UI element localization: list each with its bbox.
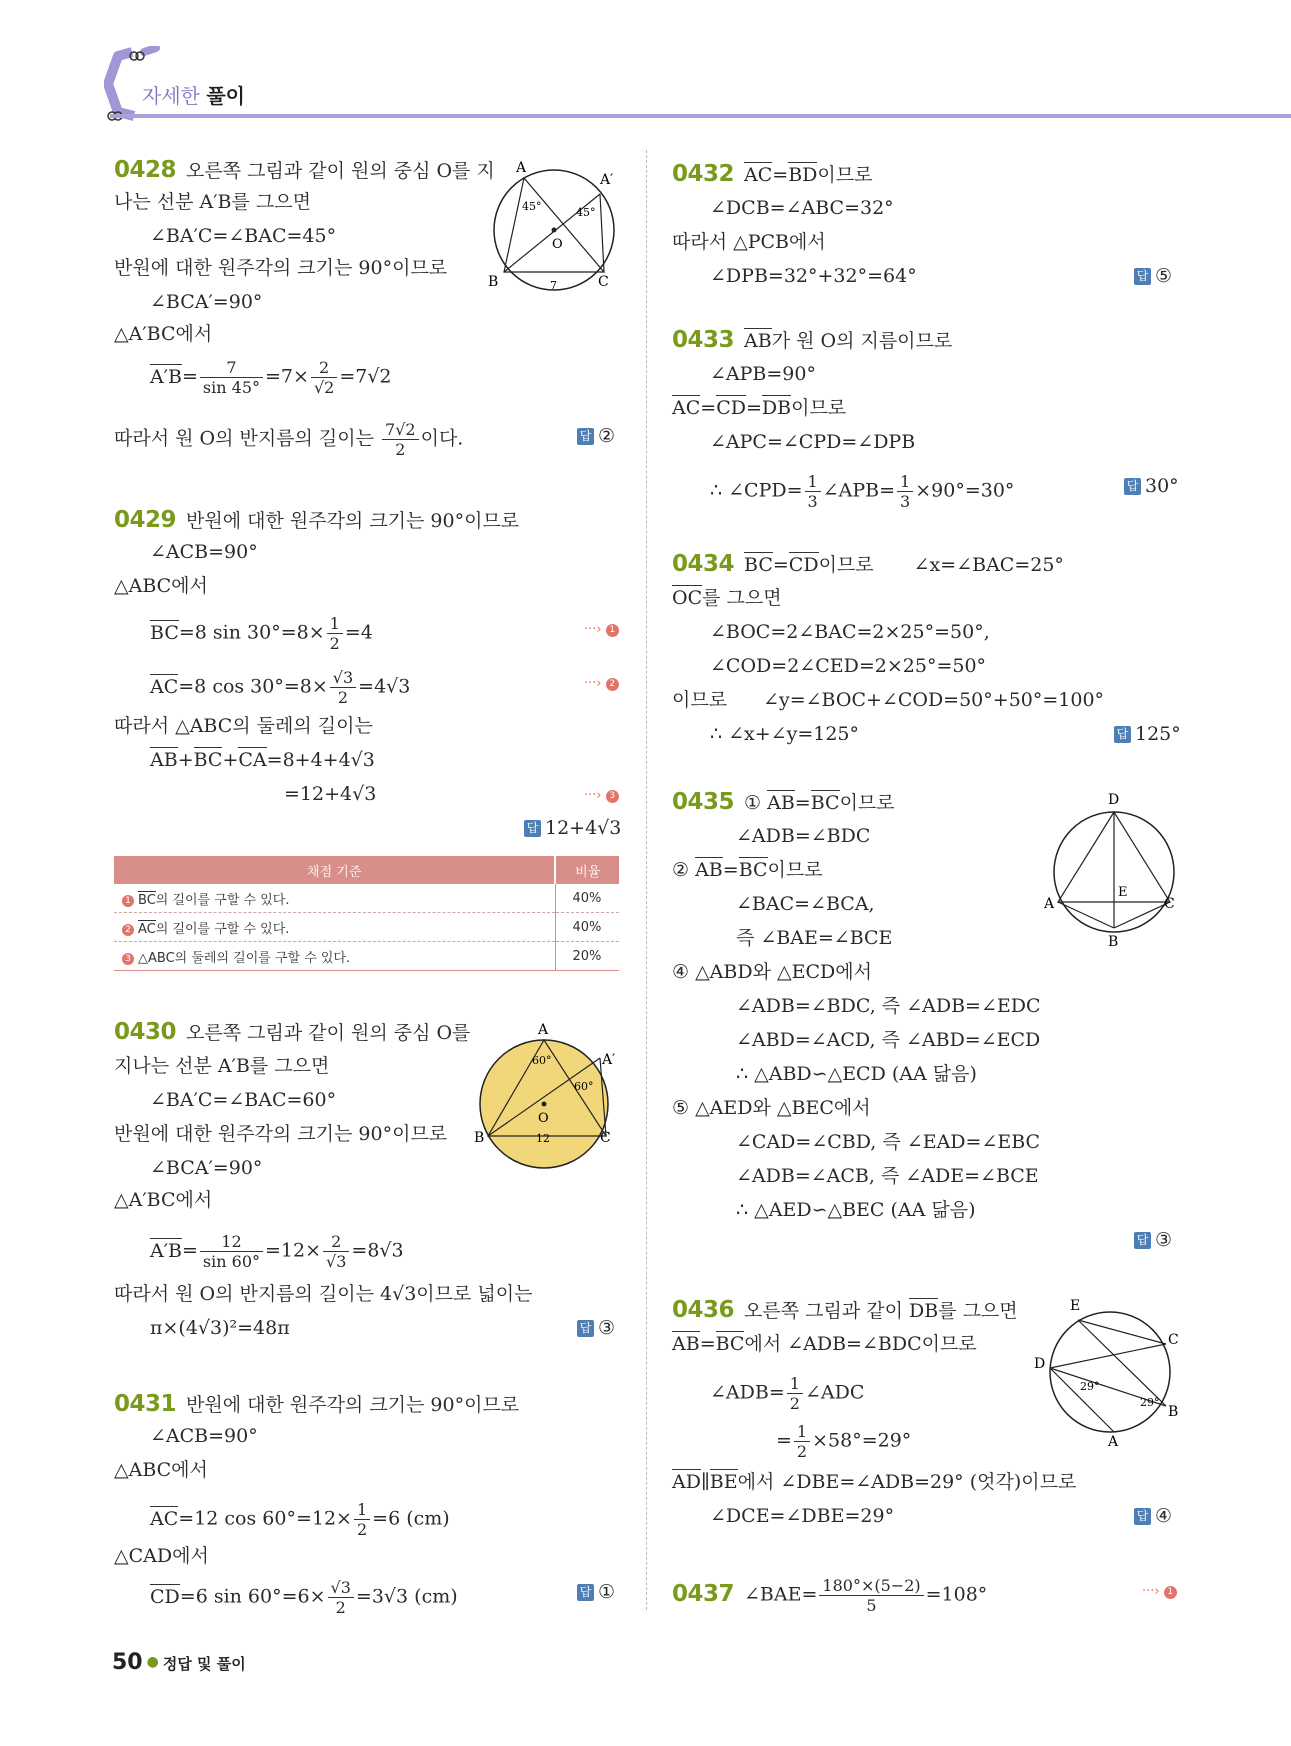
- p0431-line-4: AC=12 cos 60°=12× $\frac{1}{2}$ =6 (cm): [150, 1500, 450, 1539]
- p0435-line-2: ∠ADB=∠BDC: [736, 825, 871, 847]
- step-marker-1: ···› 1: [584, 622, 619, 637]
- p0437-line-1: 0437 ∠BAE= $\frac{180^\circ\times(5-2)}{5}$ =108°: [672, 1576, 988, 1615]
- p0431-line-6: CD=6 sin 60°=6× $\frac{√3}{2}$ =3√3 (cm): [150, 1578, 458, 1617]
- p0431-line-2: ∠ACB=90°: [150, 1425, 258, 1447]
- p0428-line-1: 0428 오른쪽 그림과 같이 원의 중심 O를 지: [114, 157, 495, 183]
- svg-text:A: A: [538, 1022, 549, 1038]
- p0436-line-2: AB=BC에서 ∠ADB=∠BDC이므로: [672, 1333, 977, 1355]
- svg-text:29°: 29°: [1080, 1380, 1100, 1393]
- p0435-line-5: 즉 ∠BAE=∠BCE: [736, 927, 893, 949]
- grading-table: [114, 856, 619, 971]
- p0434-line-2: OC를 그으면: [672, 587, 782, 609]
- svg-text:A: A: [1044, 896, 1055, 912]
- p0430-line-2: 지나는 선분 A′B를 그으면: [114, 1055, 330, 1077]
- footer-label: 정답 및 풀이: [162, 1655, 246, 1673]
- answer-0431: 답 ①: [577, 1580, 615, 1604]
- answer-0429: 답 12+4√3: [524, 816, 621, 840]
- p0432-line-4: ∠DPB=32°+32°=64°: [710, 265, 917, 287]
- svg-text:C: C: [600, 1130, 611, 1146]
- svg-text:60°: 60°: [574, 1080, 594, 1093]
- p0435-line-9: ∴ △ABD∽△ECD (AA 닮음): [736, 1063, 977, 1085]
- p0435-line-13: ∴ △AED∽△BEC (AA 닮음): [736, 1199, 976, 1221]
- p0434-line-1: 0434 BC=CD이므로 ∠x=∠BAC=25°: [672, 551, 1064, 577]
- svg-text:D: D: [1034, 1356, 1046, 1372]
- p0433-line-2: ∠APB=90°: [710, 363, 816, 385]
- p0433-line-3: AC=CD=DB이므로: [672, 397, 847, 419]
- p0429-line-3: △ABC에서: [114, 575, 208, 597]
- fig-label-O: O: [552, 237, 563, 252]
- p0432-line-3: 따라서 △PCB에서: [672, 231, 826, 253]
- p0431-line-5: △CAD에서: [114, 1545, 209, 1567]
- p0429-line-6: 따라서 △ABC의 둘레의 길이는: [114, 715, 373, 737]
- p0432-line-1: 0432 AC=BD이므로: [672, 161, 873, 187]
- p0429-line-2: ∠ACB=90°: [150, 541, 258, 563]
- p0430-line-6: △A′BC에서: [114, 1189, 213, 1211]
- p0435-line-7: ∠ADB=∠BDC, 즉 ∠ADB=∠EDC: [736, 995, 1041, 1017]
- fig-label-C: C: [598, 274, 609, 290]
- svg-text:E: E: [1070, 1298, 1081, 1314]
- svg-text:B: B: [1168, 1404, 1179, 1420]
- p0435-line-4: ∠BAC=∠BCA,: [736, 893, 875, 915]
- p0435-line-6: ④ △ABD와 △ECD에서: [672, 961, 872, 983]
- p0428-line-8: 따라서 원 O의 반지름의 길이는 $\frac{7√2}{2}$ 이다.: [114, 420, 464, 459]
- p0433-line-1: 0433 AB가 원 O의 지름이므로: [672, 327, 953, 353]
- fig-label-A: A: [516, 160, 527, 176]
- grading-header-ratio: 비율: [555, 856, 619, 884]
- fig-side: 7: [550, 279, 557, 292]
- svg-text:E: E: [1118, 885, 1128, 900]
- p0430-line-1: 0430 오른쪽 그림과 같이 원의 중심 O를: [114, 1019, 471, 1045]
- problem-number: 0428: [114, 157, 177, 183]
- p0429-line-7: AB+BC+CA=8+4+4√3: [150, 749, 375, 771]
- p0435-line-3: ② AB=BC이므로: [672, 859, 823, 881]
- answer-0436: 답 ④: [1134, 1504, 1172, 1528]
- figure-0436: [1032, 1296, 1182, 1446]
- svg-text:B: B: [1108, 934, 1119, 950]
- table-row: 3 △ABC의 둘레의 길이를 구할 수 있다. 20%: [114, 942, 619, 971]
- p0430-line-7: A′B= $\frac{12}{\sin 60^\circ}$ =12× $\frac{2}{√3}$ =8√3: [150, 1232, 404, 1271]
- page-footer: 50 ● 정답 및 풀이: [112, 1650, 246, 1675]
- p0436-line-5: AD∥BE에서 ∠DBE=∠ADB=29° (엇각)이므로: [672, 1471, 1077, 1493]
- p0434-line-5: 이므로 ∠y=∠BOC+∠COD=50°+50°=100°: [672, 689, 1105, 711]
- p0428-line-5: ∠BCA′=90°: [150, 291, 263, 313]
- step-marker-3: ···› 3: [584, 788, 619, 803]
- svg-text:12: 12: [536, 1132, 550, 1145]
- figure-0430: [474, 1020, 634, 1170]
- svg-text:A′: A′: [602, 1052, 616, 1068]
- p0428-line-7: A′B= $\frac{7}{\sin 45^\circ}$ =7× $\frac{2}{√2}$ =7√2: [150, 358, 392, 397]
- svg-text:A: A: [1108, 1434, 1119, 1446]
- header-rule: [110, 114, 1291, 118]
- svg-text:D: D: [1108, 792, 1120, 808]
- p0431-line-1: 0431 반원에 대한 원주각의 크기는 90°이므로: [114, 1391, 520, 1417]
- p0430-line-8: 따라서 원 O의 반지름의 길이는 4√3이므로 넓이는: [114, 1283, 533, 1305]
- p0429-line-5: AC=8 cos 30°=8× $\frac{√3}{2}$ =4√3: [150, 668, 411, 707]
- column-divider: [646, 150, 647, 1610]
- answer-0432: 답 ⑤: [1134, 264, 1172, 288]
- svg-text:60°: 60°: [532, 1054, 552, 1067]
- figure-0428: [486, 158, 626, 293]
- svg-text:C: C: [1168, 1332, 1179, 1348]
- p0436-line-1: 0436 오른쪽 그림과 같이 DB를 그으면: [672, 1297, 1018, 1323]
- answer-0435: 답 ③: [1134, 1228, 1172, 1252]
- fig-angle-1: 45°: [522, 200, 542, 213]
- fraction: $\frac{7}{\sin 45^\circ}$: [200, 358, 263, 397]
- p0428-line-3: ∠BA′C=∠BAC=45°: [150, 225, 337, 247]
- svg-text:O: O: [538, 1111, 549, 1126]
- p0435-line-10: ⑤ △AED와 △BEC에서: [672, 1097, 871, 1119]
- p0436-line-6: ∠DCE=∠DBE=29°: [710, 1505, 895, 1527]
- p0428-line-2: 나는 선분 A′B를 그으면: [114, 191, 311, 213]
- answer-0430: 답 ③: [577, 1316, 615, 1340]
- figure-0435: [1044, 790, 1184, 950]
- p0435-line-1: 0435 ① AB=BC이므로: [672, 789, 895, 815]
- fig-label-A-prime: A′: [600, 172, 614, 188]
- p0435-line-8: ∠ABD=∠ACD, 즉 ∠ABD=∠ECD: [736, 1029, 1041, 1051]
- p0428-line-4: 반원에 대한 원주각의 크기는 90°이므로: [114, 257, 448, 279]
- fig-angle-2: 45°: [576, 206, 596, 219]
- p0429-line-1: 0429 반원에 대한 원주각의 크기는 90°이므로: [114, 507, 520, 533]
- p0429-line-8: =12+4√3: [284, 783, 377, 805]
- p0430-line-3: ∠BA′C=∠BAC=60°: [150, 1089, 337, 1111]
- p0433-line-5: ∴ ∠CPD= $\frac{1}{3}$ ∠APB= $\frac{1}{3}$ ×90°=30°: [710, 472, 1015, 511]
- step-marker-1: ···› 1: [1142, 1584, 1177, 1599]
- step-marker-2: ···› 2: [584, 676, 619, 691]
- p0434-line-6: ∴ ∠x+∠y=125°: [710, 723, 860, 745]
- grading-header-criteria: 채점 기준: [114, 856, 555, 884]
- answer-badge-icon: 답: [577, 428, 594, 445]
- fig-label-B: B: [488, 274, 499, 290]
- p0435-line-12: ∠ADB=∠ACB, 즉 ∠ADE=∠BCE: [736, 1165, 1039, 1187]
- p0434-line-3: ∠BOC=2∠BAC=2×25°=50°,: [710, 621, 990, 643]
- answer-0428: 답 ②: [577, 424, 615, 448]
- answer-0433: 답 30°: [1124, 474, 1179, 498]
- p0436-line-3: ∠ADB= $\frac{1}{2}$ ∠ADC: [710, 1374, 865, 1413]
- p0431-line-3: △ABC에서: [114, 1459, 208, 1481]
- p0433-line-4: ∠APC=∠CPD=∠DPB: [710, 431, 916, 453]
- section-title: 자세한 풀이: [142, 84, 245, 108]
- p0430-line-5: ∠BCA′=90°: [150, 1157, 263, 1179]
- svg-text:29°: 29°: [1140, 1396, 1160, 1409]
- table-row: 2 AC의 길이를 구할 수 있다. 40%: [114, 913, 619, 942]
- p0428-line-6: △A′BC에서: [114, 323, 213, 345]
- svg-text:C: C: [1164, 896, 1175, 912]
- p0430-line-9: π×(4√3)²=48π: [150, 1317, 290, 1339]
- p0435-line-11: ∠CAD=∠CBD, 즉 ∠EAD=∠EBC: [736, 1131, 1041, 1153]
- page-number: 50: [112, 1650, 143, 1675]
- p0436-line-4: = $\frac{1}{2}$ ×58°=29°: [776, 1422, 912, 1461]
- p0430-line-4: 반원에 대한 원주각의 크기는 90°이므로: [114, 1123, 448, 1145]
- table-row: 1 BC의 길이를 구할 수 있다. 40%: [114, 884, 619, 913]
- svg-text:B: B: [474, 1130, 485, 1146]
- p0429-line-4: BC=8 sin 30°=8× $\frac{1}{2}$ =4: [150, 614, 373, 653]
- p0432-line-2: ∠DCB=∠ABC=32°: [710, 197, 894, 219]
- answer-0434: 답 125°: [1114, 722, 1181, 746]
- p0434-line-4: ∠COD=2∠CED=2×25°=50°: [710, 655, 987, 677]
